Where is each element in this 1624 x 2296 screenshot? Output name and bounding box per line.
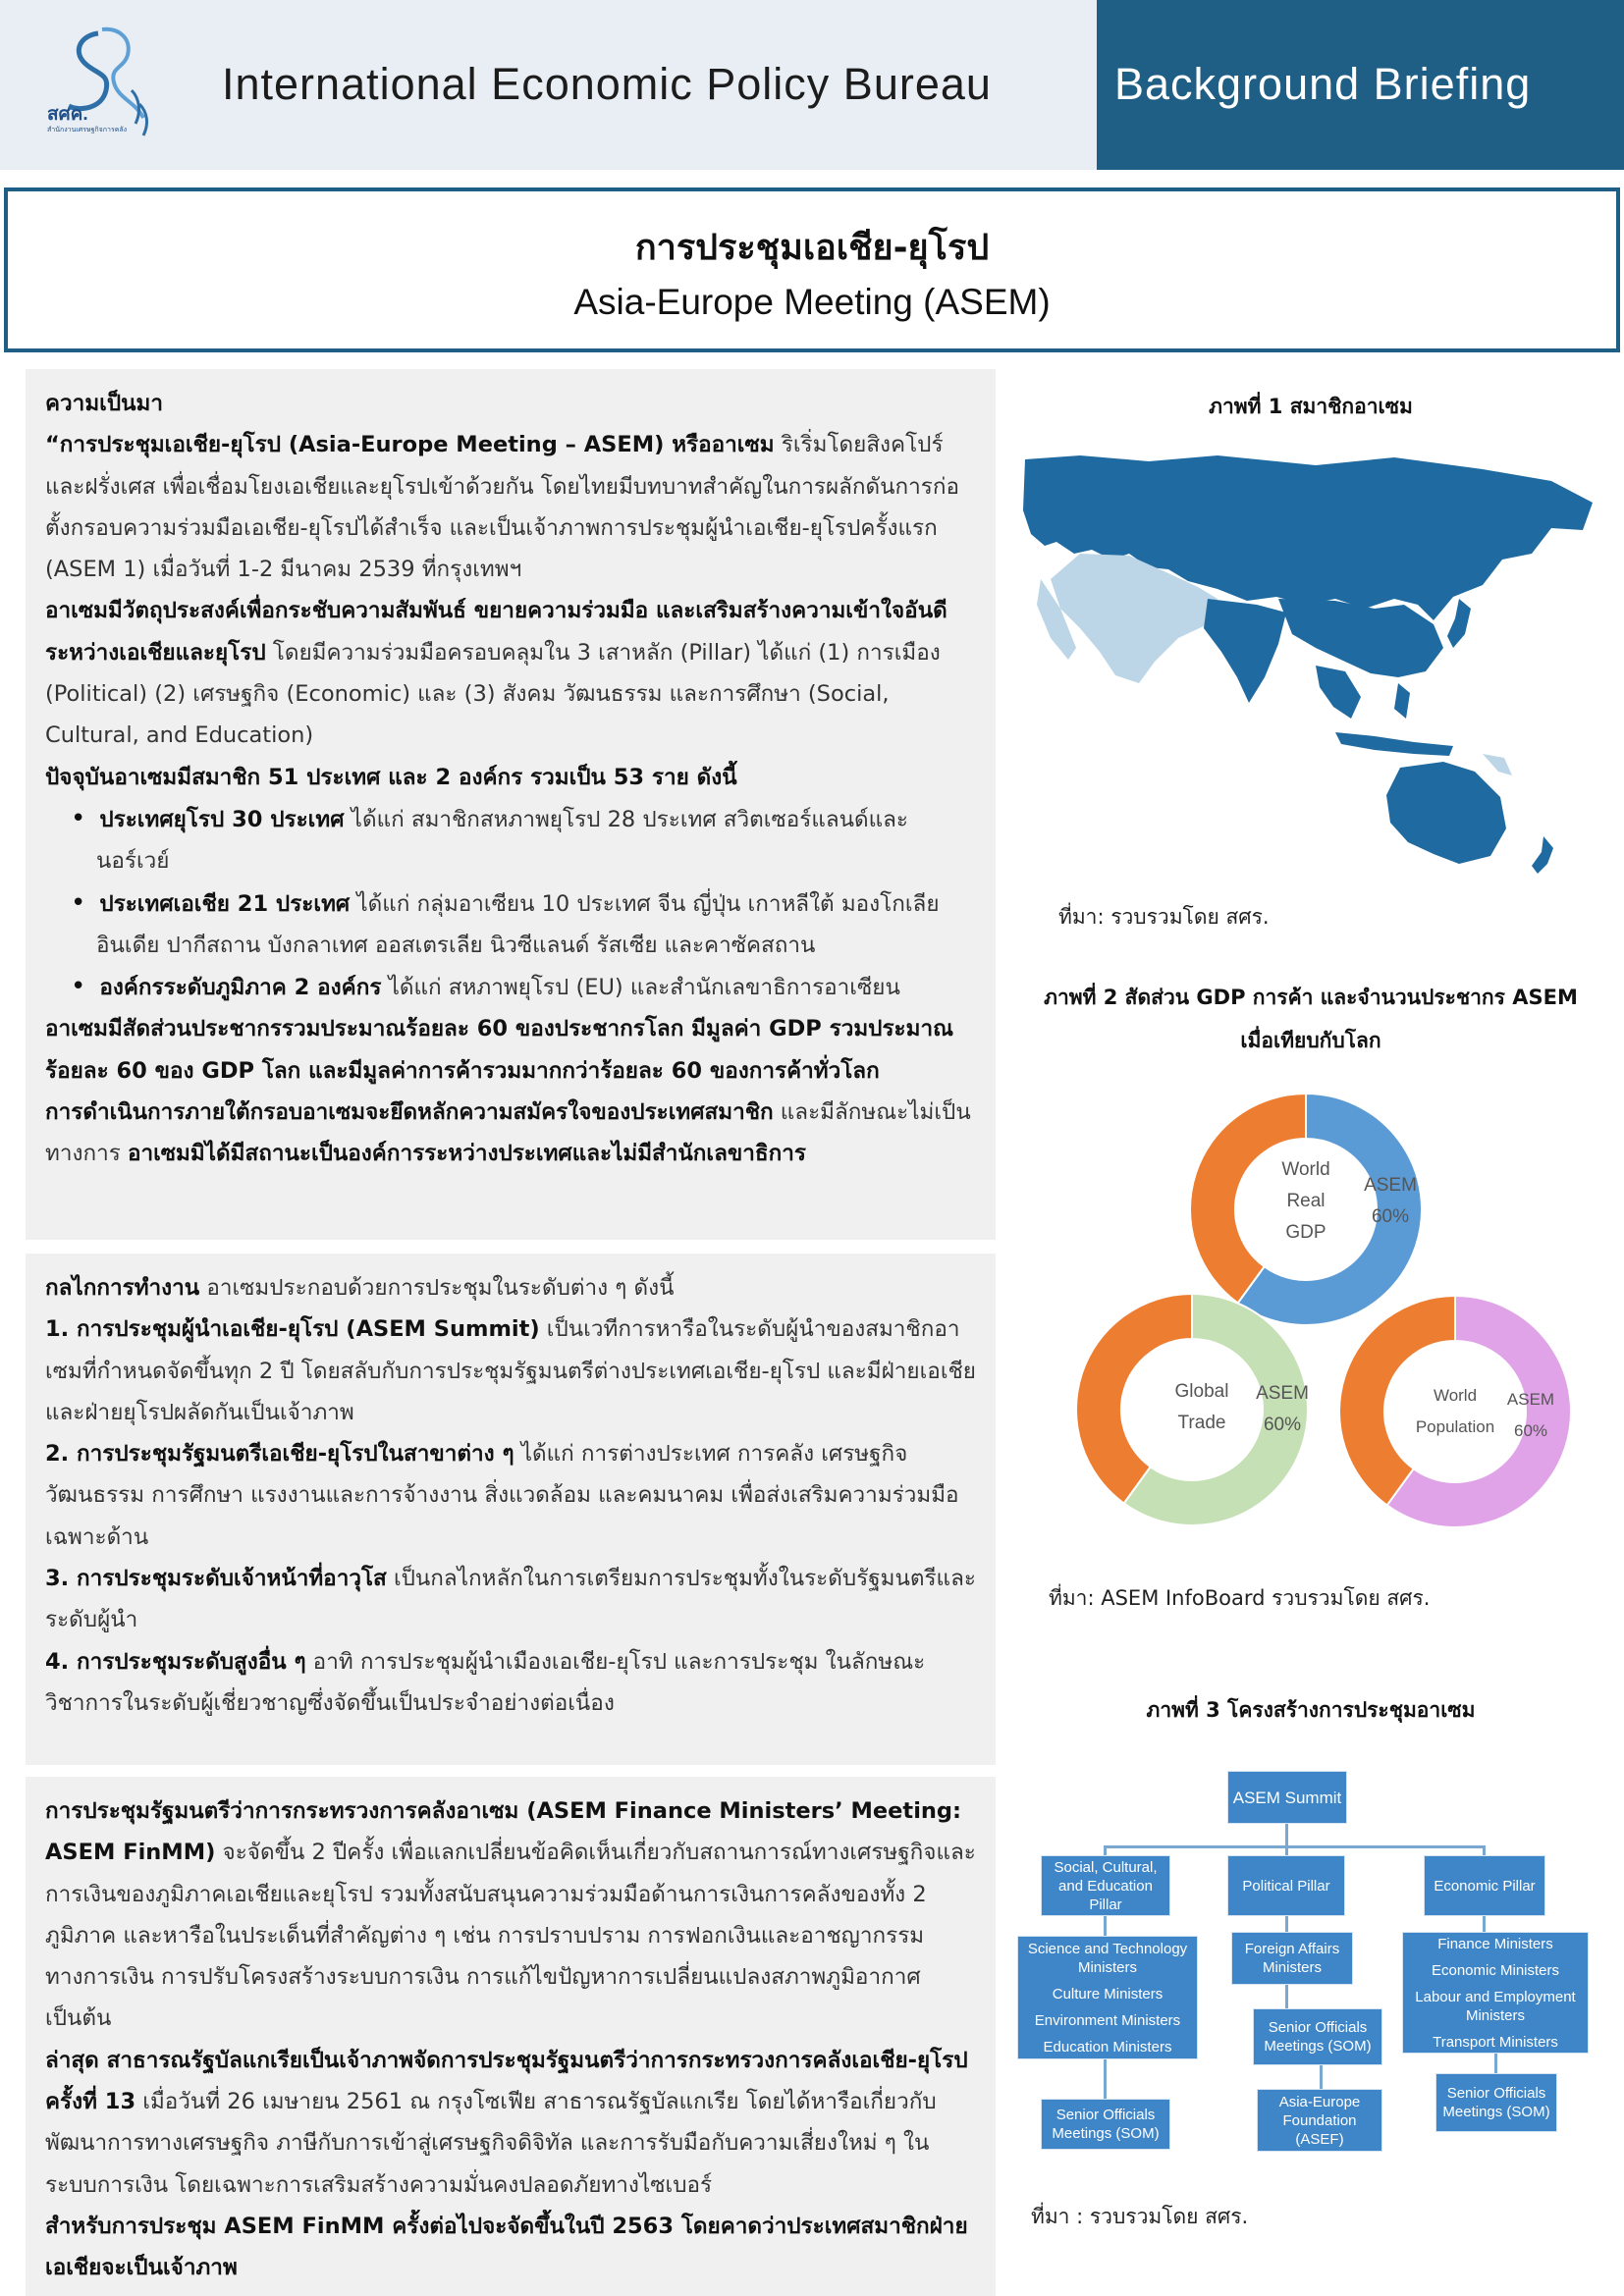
economic-ministers-box: Finance Ministers Economic Ministers Labour and Employment Ministers Transport Ministers [1402,1932,1589,2054]
svg-text:สศค.: สศค. [47,104,88,125]
figure1-title: ภาพที่ 1 สมาชิกอาเซม [1209,395,1413,418]
connector-line [1285,1985,1288,2008]
list-item: 3. การประชุมระดับเจ้าหน้าที่อาวุโส เป็นกลไกหลักในการเตรียมการประชุมทั้งในระดับรัฐมนตรีและระดับผู้นำ [45,1566,976,1633]
social-pillar-box: Social, Cultural, and Education Pillar [1041,1855,1170,1916]
org-name: International Economic Policy Bureau [222,59,992,109]
finmm-section [26,1777,996,2296]
paragraph: ปัจจุบันอาเซมมีสมาชิก 51 ประเทศ และ 2 องค์กร รวมเป็น 53 ราย ดังนี้ [45,764,737,790]
asem-summit-box: ASEM Summit [1227,1771,1347,1824]
map-region-indonesia [1335,732,1453,756]
political-pillar-box: Political Pillar [1227,1855,1345,1916]
map-region-south-asia [1204,599,1286,703]
background-section [26,369,996,1240]
economic-som-box: Senior Officials Meetings (SOM) [1435,2073,1557,2132]
figure2-title: ภาพที่ 2 สัดส่วน GDP การค้า และจำนวนประชากร ASEM เมื่อเทียบกับโลก [1044,986,1578,1052]
social-ministers-box: Science and Technology Ministers Culture Ministers Environment Ministers Education Ministers [1017,1936,1198,2059]
connector-line [1104,2059,1107,2099]
economic-pillar-box: Economic Pillar [1424,1855,1545,1916]
connector-line [1104,1916,1107,1936]
political-som-box: Senior Officials Meetings (SOM) [1253,2008,1382,2065]
figure2-source: ที่มา: ASEM InfoBoard รวบรวมโดย สศร. [1049,1586,1431,1610]
section-heading: กลไกการทำงาน อาเซมประกอบด้วยการประชุมในระดับต่าง ๆ ดังนี้ [45,1275,675,1301]
list-item: • ประเทศยุโรป 30 ประเทศ ได้แก่ สมาชิกสหภาพยุโรป 28 ประเทศ สวิตเซอร์แลนด์และนอร์เวย์ [45,798,976,882]
map-region-japan [1447,599,1471,648]
list-item: 2. การประชุมรัฐมนตรีเอเชีย-ยุโรปในสาขาต่าง ๆ ได้แก่ การต่างประเทศ การคลัง เศรษฐกิจ วัฒนธรรม การศึกษา แรงงานและการจ้างงาน สิ่งแวดล้อม และคมนาคม เพื่อส่งเสริมความร่วมมือเฉพาะด้าน [45,1441,959,1550]
connector-line [1285,1916,1288,1932]
list-item: 1. การประชุมผู้นำเอเชีย-ยุโรป (ASEM Summit) เป็นเวทีการหารือในระดับผู้นำของสมาชิกอาเซมที่กำหนดจัดขึ้นทุก 2 ปี โดยสลับกับการประชุมรัฐมนตรีต่างประเทศเอเชีย-ยุโรป และมีฝ่ายเอเชียและฝ่ายยุโรปผลัดกันเป็นเจ้าภาพ [45,1316,976,1425]
paragraph: การดำเนินการภายใต้กรอบอาเซมจะยึดหลักความสมัครใจของประเทศสมาชิก และมีลักษณะไม่เป็นทางการ อาเซมมิได้มีสถานะเป็นองค์การระหว่างประเทศและไม่มีสำนักเลขาธิการ [45,1099,971,1167]
list-item: • ประเทศเอเชีย 21 ประเทศ ได้แก่ กลุ่มอาเซียน 10 ประเทศ จีน ญี่ปุ่น เกาหลีใต้ มองโกเลีย อินเดีย ปากีสถาน บังกลาเทศ ออสเตรเลีย นิวซีแลนด์ รัสเซีย และคาซัคสถาน [45,882,976,967]
paragraph: อาเซมมีวัตถุประสงค์เพื่อกระชับความสัมพันธ์ ขยายความร่วมมือ และเสริมสร้างความเข้าใจอันดีระหว่างเอเชียและยุโรป โดยมีความร่วมมือครอบคลุมใน 3 เสาหลัก (Pillar) ได้แก่ (1) การเมือง (Political) (2) เศรษฐกิจ (Economic) และ (3) สังคม วัฒนธรรม และการศึกษา (Social, Cultural, and Education) [45,598,947,749]
header-banner [0,0,1097,170]
list-item: 4. การประชุมระดับสูงอื่น ๆ อาทิ การประชุมผู้นำเมืองเอเชีย-ยุโรป และการประชุม ในลักษณะวิชาการในระดับผู้เชี่ยวชาญซึ่งจัดขึ้นเป็นประจำอย่างต่อเนื่อง [45,1648,926,1716]
figure1-source: ที่มา: รวบรวมโดย สศร. [1058,905,1270,929]
map-region-pacific-islands [1483,754,1512,775]
map-region-east-asia [1278,599,1443,677]
population-center-label: World Population [1415,1386,1495,1436]
connector-line [1483,1916,1486,1932]
population-asem-label: ASEM 60% [1506,1390,1555,1440]
gdp-center-label: World Real GDP [1281,1159,1330,1243]
section-heading: ความเป็นมา [45,391,163,416]
map-region-philippines [1394,683,1410,719]
paragraph: สำหรับการประชุม ASEM FinMM ครั้งต่อไปจะจัดขึ้นในปี 2563 โดยคาดว่าประเทศสมาชิกฝ่ายเอเชียจะเป็นเจ้าภาพ [45,2213,968,2281]
sko-logo-icon [41,22,169,149]
trade-asem-label: ASEM 60% [1256,1383,1309,1435]
gdp-asem-label: ASEM 60% [1364,1175,1417,1227]
title-box [4,187,1620,352]
doc-type-label: Background Briefing [1114,59,1532,109]
paragraph: ล่าสุด สาธารณรัฐบัลแกเรียเป็นเจ้าภาพจัดการประชุมรัฐมนตรีว่าการกระทรวงการคลังเอเชีย-ยุโรป ครั้งที่ 13 เมื่อวันที่ 26 เมษายน 2561 ณ กรุงโซเฟีย สาธารณรัฐบัลแกเรีย โดยได้หารือเกี่ยวกับพัฒนาการทางเศรษฐกิจ ภาษีกับการเข้าสู่เศรษฐกิจดิจิทัล และการรับมือกับความเสี่ยงใหม่ ๆ ในระบบการเงิน โดยเฉพาะการเสริมสร้างความมั่นคงปลอดภัยทางไซเบอร์ [45,2047,968,2198]
paragraph: “การประชุมเอเชีย-ยุโรป (Asia-Europe Meeting – ASEM) หรืออาเซม ริเริ่มโดยสิงคโปร์และฝรั่งเศส เพื่อเชื่อมโยงเอเชียและยุโรปเข้าด้วยกัน โดยไทยมีบทบาทสำคัญในการผลักดันการก่อตั้งกรอบความร่วมมือเอเชีย-ยุโรปได้สำเร็จ และเป็นเจ้าภาพการประชุมผู้นำเอเชีย-ยุโรปครั้งแรก (ASEM 1) เมื่อวันที่ 1-2 มีนาคม 2539 ที่กรุงเทพฯ [45,432,960,583]
list-item: • องค์กรระดับภูมิภาค 2 องค์กร ได้แก่ สหภาพยุโรป (EU) และสำนักเลขาธิการอาเซียน [45,966,976,1008]
svg-text:สำนักงานเศรษฐกิจการคลัง: สำนักงานเศรษฐกิจการคลัง [47,127,128,133]
figure3-title: ภาพที่ 3 โครงสร้างการประชุมอาเซม [1146,1698,1476,1722]
map-region-new-zealand [1532,836,1553,874]
connector-line [1104,1845,1485,1848]
connector-line [1494,2054,1497,2073]
asem-members-map [1021,452,1598,883]
title-thai: การประชุมเอเชีย-ยุโรป [634,228,990,268]
asef-box: Asia-Europe Foundation (ASEF) [1257,2089,1382,2152]
connector-line [1320,2065,1323,2089]
map-region-australia [1386,762,1506,864]
figure3-source: ที่มา : รวบรวมโดย สศร. [1031,2205,1249,2228]
title-english: Asia-Europe Meeting (ASEM) [573,282,1051,322]
foreign-affairs-ministers-box: Foreign Affairs Ministers [1231,1932,1353,1985]
connector-line [1285,1824,1288,1847]
paragraph: การประชุมรัฐมนตรีว่าการกระทรวงการคลังอาเซม (ASEM Finance Ministers’ Meeting: ASEM FinMM) จะจัดขึ้น 2 ปีครั้ง เพื่อแลกเปลี่ยนข้อคิดเห็นเกี่ยวกับสถานการณ์ทางเศรษฐกิจและการเงินของภูมิภาคเอเชียและยุโรป รวมทั้งสนับสนุนความร่วมมือด้านการเงินการคลังของทั้ง 2 ภูมิภาค และหารือในประเด็นที่สำคัญต่าง ๆ เช่น การปราบปราม การฟอกเงินและอาชญากรรมทางการเงิน การปรับโครงสร้างระบบการเงิน การแก้ไขปัญหาการเปลี่ยนแปลงสภาพภูมิอากาศ เป็นต้น [45,1798,976,2032]
paragraph: อาเซมมีสัดส่วนประชากรรวมประมาณร้อยละ 60 ของประชากรโลก มีมูลค่า GDP รวมประมาณร้อยละ 60 ของ GDP โลก และมีมูลค่าการค้ารวมมากกว่าร้อยละ 60 ของการค้าทั่วโลก [45,1016,953,1084]
social-som-box: Senior Officials Meetings (SOM) [1041,2099,1170,2150]
trade-center-label: Global Trade [1174,1381,1229,1433]
mechanism-section [26,1254,996,1765]
map-region-southeast-asia [1316,666,1361,719]
